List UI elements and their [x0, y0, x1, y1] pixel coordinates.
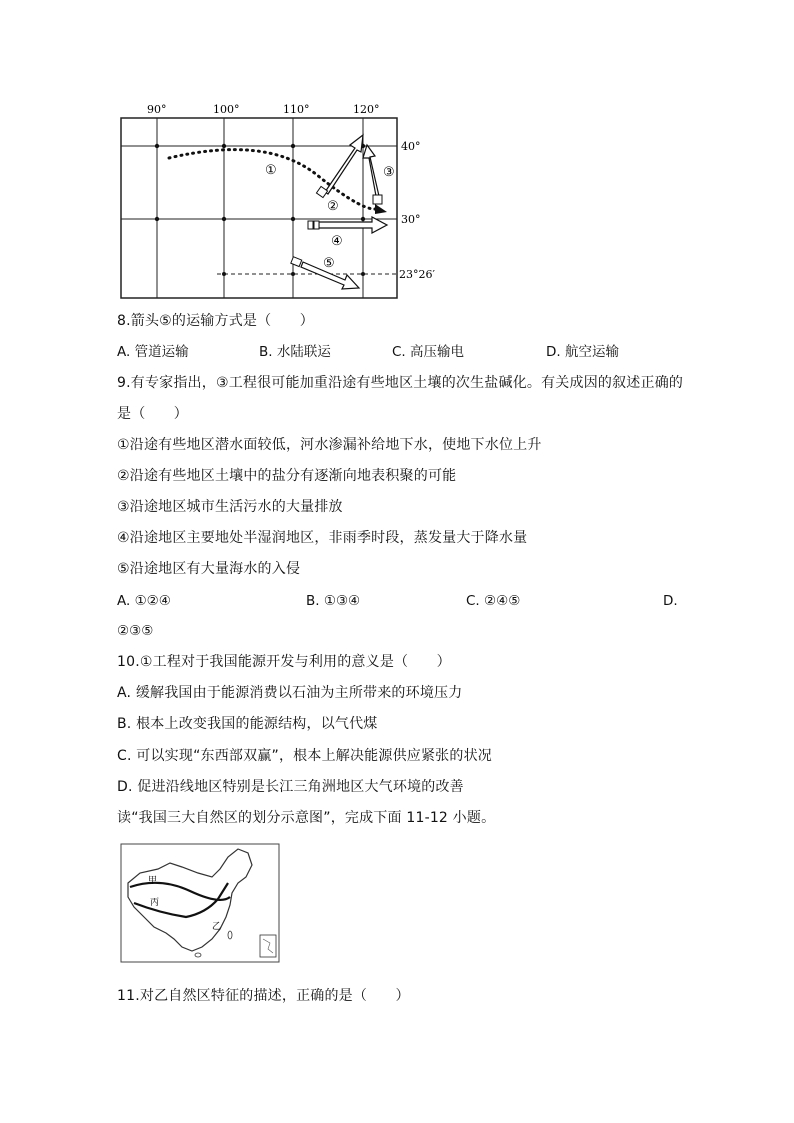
route-label-5: ⑤ [323, 256, 335, 271]
q10-option-d[interactable]: D. 促进沿线地区特别是长江三角洲地区大气环境的改善 [117, 779, 464, 795]
route-2-arrow [316, 135, 363, 198]
longitude-label: 120° [353, 103, 380, 116]
q8-option-c[interactable]: C. 高压输电 [392, 344, 465, 360]
q9-statement-3: ③沿途地区城市生活污水的大量排放 [117, 499, 343, 515]
q10-option-a[interactable]: A. 缓解我国由于能源消费以石油为主所带来的环境压力 [117, 685, 463, 701]
route-3-arrow [363, 145, 382, 204]
question-11-stem: 11.对乙自然区特征的描述，正确的是（ ） [117, 988, 410, 1004]
region-label-jia: 甲 [148, 876, 158, 886]
q9-option-c[interactable]: C. ②④⑤ [466, 593, 521, 609]
question-9-stem: 9.有专家指出，③工程很可能加重沿途有些地区土壤的次生盐碱化。有关成因的叙述正确的 [117, 375, 684, 391]
question-9-stem-continued: 是（ ） [117, 406, 188, 422]
q9-statement-4: ④沿途地区主要地处半湿润地区，非雨季时段，蒸发量大于降水量 [117, 530, 528, 546]
region-label-yi: 乙 [212, 922, 222, 932]
route-label-4: ④ [331, 234, 343, 249]
transport-route-map [117, 100, 447, 300]
q9-statement-5: ⑤沿途地区有大量海水的入侵 [117, 561, 301, 577]
q9-option-a[interactable]: A. ①②④ [117, 593, 171, 609]
route-label-1: ① [265, 163, 277, 178]
region-label-bing: 丙 [150, 898, 160, 908]
q10-option-c[interactable]: C. 可以实现“东西部双赢”，根本上解决能源供应紧张的状况 [117, 748, 492, 764]
longitude-label: 90° [147, 103, 167, 116]
q8-option-b[interactable]: B. 水陆联运 [259, 344, 331, 360]
q9-option-d[interactable]: D. [663, 593, 678, 609]
reading-instruction: 读“我国三大自然区的划分示意图”，完成下面 11-12 小题。 [117, 810, 496, 826]
route-label-2: ② [327, 199, 339, 214]
q8-option-d[interactable]: D. 航空运输 [546, 344, 619, 360]
q10-option-b[interactable]: B. 根本上改变我国的能源结构，以气代煤 [117, 716, 378, 732]
q9-option-d-text[interactable]: ②③⑤ [117, 623, 154, 639]
china-natural-regions-map [120, 843, 284, 965]
q9-statement-1: ①沿途有些地区潜水面较低，河水渗漏补给地下水，使地下水位上升 [117, 437, 542, 453]
q9-option-b[interactable]: B. ①③④ [306, 593, 361, 609]
q8-option-a[interactable]: A. 管道运输 [117, 344, 189, 360]
route-label-3: ③ [383, 165, 395, 180]
q9-statement-2: ②沿途有些地区土壤中的盐分有逐渐向地表积聚的可能 [117, 468, 457, 484]
longitude-label: 100° [213, 103, 240, 116]
latitude-label: 23°26′ [399, 268, 435, 281]
latitude-label: 40° [401, 140, 421, 153]
latitude-label: 30° [401, 213, 421, 226]
longitude-label: 110° [283, 103, 310, 116]
question-10-stem: 10.①工程对于我国能源开发与利用的意义是（ ） [117, 654, 451, 670]
route-1-arrowhead [375, 204, 387, 214]
question-8-stem: 8.箭头⑤的运输方式是（ ） [117, 313, 314, 329]
